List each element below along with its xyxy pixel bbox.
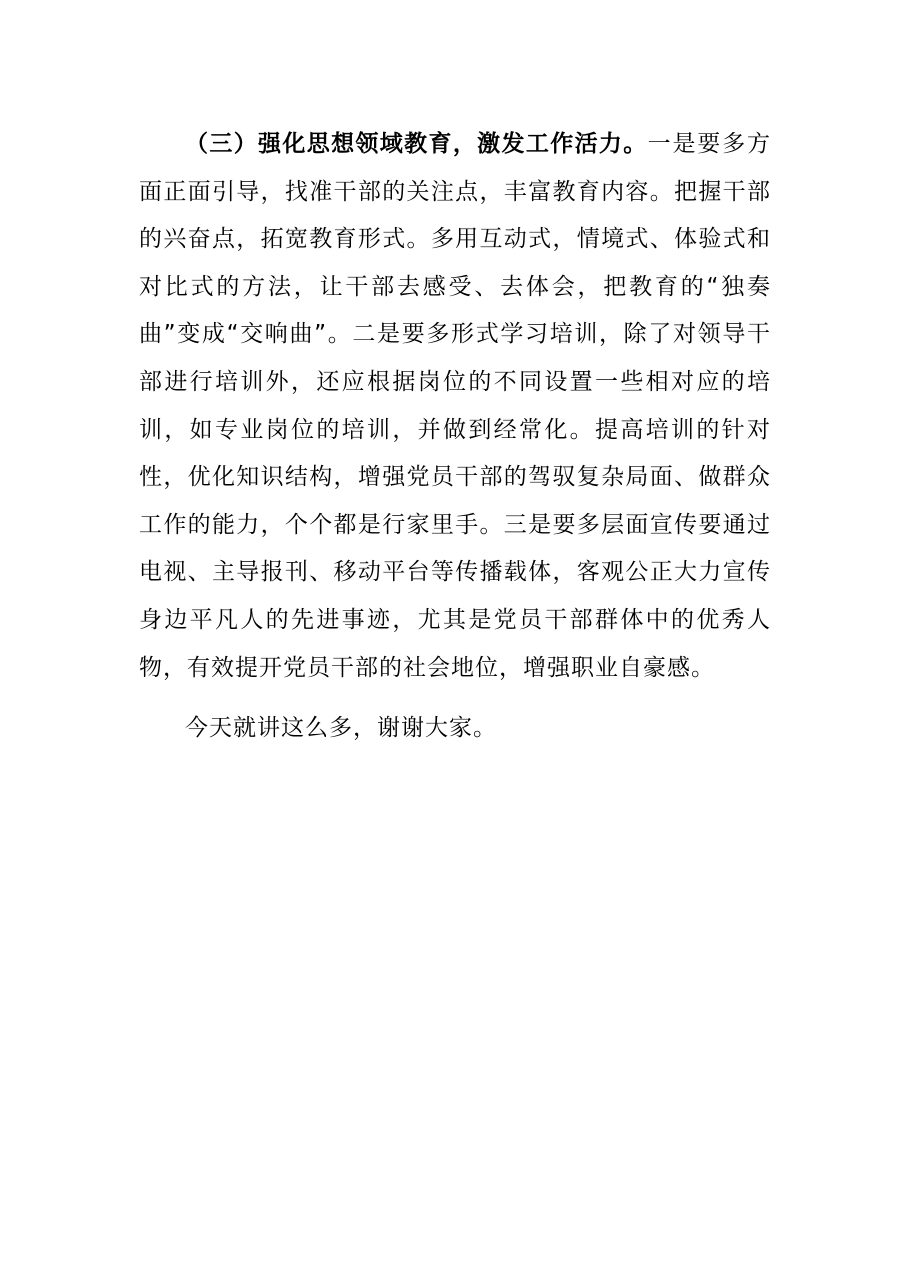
section-heading: （三）强化思想领域教育，激发工作活力。	[185, 131, 648, 157]
document-page	[139, 121, 771, 753]
paragraph-closing	[139, 705, 771, 753]
paragraph-strengthen-education	[139, 121, 771, 692]
closing-text: 今天就讲这么多，谢谢大家。	[185, 715, 497, 742]
paragraph-body: 一是要多方面正面引导，找准干部的关注点，丰富教育内容。把握干部的兴奋点，拓宽教育形式。多用互动式，情境式、体验式和对比式的方法，让干部去感受、去体会，把教育的“独奏曲”变成“交响曲”。二是要多形式学习培训，除了对领导干部进行培训外，还应根据岗位的不同设置一些相对应的培训，如专业岗位的培训，并做到经常化。提高培训的针对性，优化知识结构，增强党员干部的驾驭复杂局面、做群众工作的能力，个个都是行家里手。三是要多层面宣传要通过电视、主导报刊、移动平台等传播载体，客观公正大力宣传身边平凡人的先进事迹，尤其是党员干部群体中的优秀人物，有效提开党员干部的社会地位，增强职业自豪感。	[139, 131, 772, 681]
